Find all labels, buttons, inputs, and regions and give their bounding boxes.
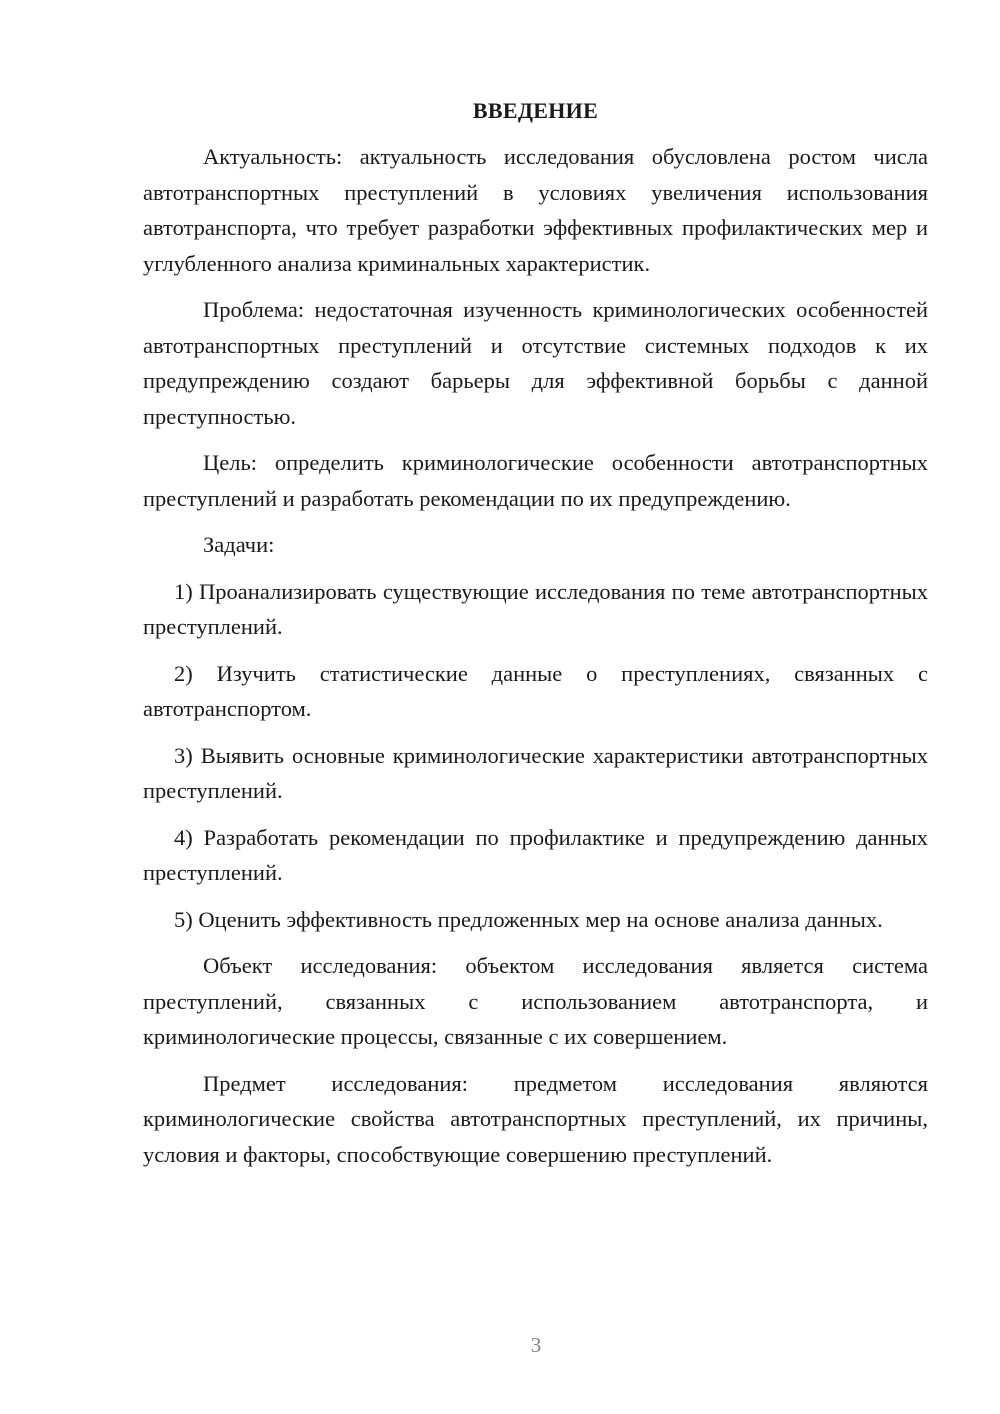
tasks-label: Задачи: — [203, 532, 275, 557]
goal-paragraph: Цель: определить криминологические особенности автотранспортных преступлений и разработать рекомендации по их предупреждению. — [143, 450, 928, 511]
task-item-3: 3) Выявить основные криминологические характеристики автотранспортных преступлений. — [143, 742, 928, 803]
page-content — [143, 96, 928, 1183]
subject-paragraph: Предмет исследования: предметом исследования являются криминологические свойства автотранспортных преступлений, их причины, условия и факторы, способствующие совершению преступлений. — [143, 1070, 928, 1167]
task-item-5: 5) Оценить эффективность предложенных мер на основе анализа данных. — [174, 906, 883, 932]
problem-paragraph: Проблема: недостаточная изученность криминологических особенностей автотранспортных преступлений и отсутствие системных подходов к их предупреждению создают барьеры для эффективной борьбы с данной преступностью. — [143, 297, 928, 429]
section-heading: ВВЕДЕНИЕ — [472, 98, 599, 123]
task-item-2: 2) Изучить статистические данные о преступлениях, связанных с автотранспортом. — [143, 660, 928, 721]
task-item-1: 1) Проанализировать существующие исследования по теме автотранспортных преступлений. — [143, 578, 928, 639]
object-paragraph: Объект исследования: объектом исследования является система преступлений, связанных с использованием автотранспорта, и криминологические процессы, связанные с их совершением. — [143, 953, 928, 1049]
relevance-paragraph: Актуальность: актуальность исследования обусловлена ростом числа автотранспортных преступлений в условиях увеличения использования автотранспорта, что требует разработки эффективных профилактических мер и углубленного анализа криминальных характеристик. — [143, 144, 928, 276]
task-item-4: 4) Разработать рекомендации по профилактике и предупреждению данных преступлений. — [143, 824, 928, 885]
page-number: 3 — [530, 1333, 542, 1357]
